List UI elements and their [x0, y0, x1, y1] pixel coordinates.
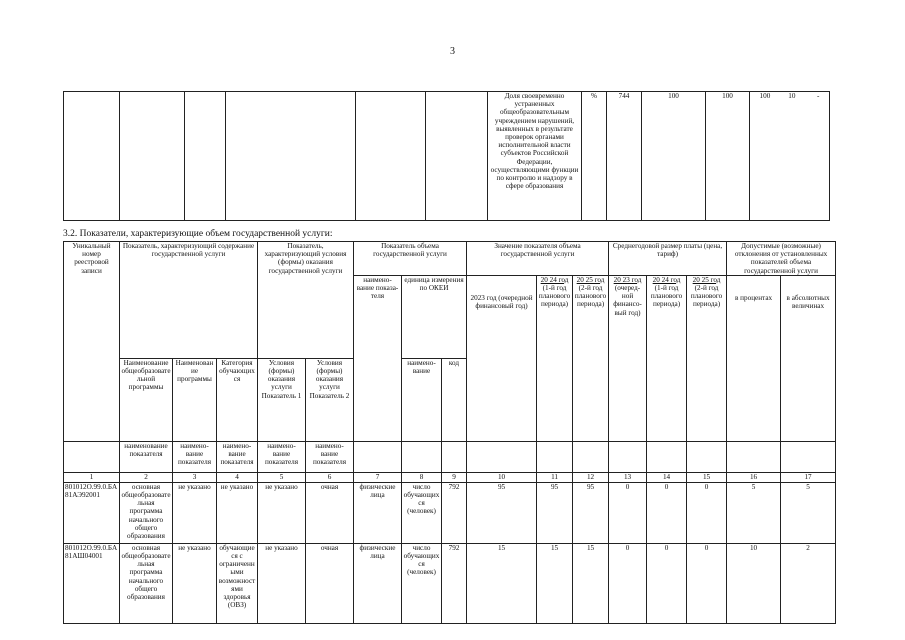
cell-program: основная общеобразовательная программа начального общего образования: [120, 543, 173, 623]
cell-id: 801012О.99.0.БА81АЭ92001: [64, 482, 120, 543]
header-sub-cond2: Условия (формы) оказания услуги Показатель 2: [306, 358, 354, 441]
year-2024-label: 20 24 год: [540, 275, 569, 284]
cell-dev-abs: 5: [781, 482, 836, 543]
header-content-indicator: Показатель, характеризующий содержание государственной услуги: [120, 242, 258, 359]
header-fee-2025: [687, 275, 727, 441]
cell-v2025: 15: [573, 543, 609, 623]
year-2024-period: (1-й год планового периода): [538, 284, 571, 309]
fee-2025-label: 20 25 год: [692, 275, 721, 284]
cell-f2024: 0: [647, 482, 687, 543]
cell-id: 801012О.99.0.БА81АШ04001: [64, 543, 120, 623]
fee-2024-label: 20 24 год: [652, 275, 681, 284]
header-indicator-name: наимено-вание показа-теля: [354, 275, 402, 441]
column-number: 15: [687, 472, 727, 482]
header-unit-code: код: [442, 358, 467, 441]
value-cell: 100: [706, 92, 750, 221]
header-unique-number: Уникальный номер реестровой записи: [64, 242, 120, 442]
header-naming: наимено-вание показателя: [306, 441, 354, 472]
value-cell: [750, 92, 830, 221]
column-number: 13: [609, 472, 647, 482]
empty-cell: [64, 441, 120, 472]
volume-table: [63, 241, 836, 624]
header-naming: наимено-вание показателя: [258, 441, 306, 472]
fee-2024-period: (1-й год планового периода): [650, 284, 683, 309]
table-row: [64, 543, 836, 623]
cell-f2023: 0: [609, 543, 647, 623]
column-number: 2: [120, 472, 173, 482]
column-number: 16: [727, 472, 781, 482]
cell-v2023: 95: [467, 482, 537, 543]
header-year-2025: [573, 275, 609, 441]
header-sub-category: Категория обучающихся: [217, 358, 258, 441]
empty-cell: [647, 441, 687, 472]
header-in-absolute: в абсолютных величинах: [781, 275, 836, 441]
column-number: 11: [537, 472, 573, 482]
cell-name: не указано: [173, 482, 217, 543]
empty-cell: [727, 441, 781, 472]
cell-category: обучающиеся с ограниченными возможностями здоровья (ОВЗ): [217, 543, 258, 623]
cell-cond2: очная: [306, 482, 354, 543]
cell-unit-code: 792: [442, 543, 467, 623]
empty-cell: [442, 441, 467, 472]
empty-cell: [226, 92, 356, 221]
column-number: 3: [173, 472, 217, 482]
header-volume-value: Значение показателя объема государственной услуги: [467, 242, 609, 276]
header-naming: наименование показателя: [120, 441, 173, 472]
column-number: 6: [306, 472, 354, 482]
header-sub-program: Наименование общеобразовательной программы: [120, 358, 173, 441]
header-deviation: Допустимые (возможные) отклонения от установленных показателей объема государственной услуги: [727, 242, 836, 276]
unit-cell: %: [582, 92, 607, 221]
header-conditions-indicator: Показатель, характеризующий условия (формы) оказания государственной услуги: [258, 242, 354, 359]
cell-dev-abs: 2: [781, 543, 836, 623]
header-fee-2024: [647, 275, 687, 441]
column-number: 14: [647, 472, 687, 482]
cell-v2024: 15: [537, 543, 573, 623]
header-year-2023: 2023 год (очередной финансовый год): [467, 275, 537, 441]
cell-cond1: не указано: [258, 543, 306, 623]
fee-2025-period: (2-й год планового периода): [690, 284, 723, 309]
cell-category: не указано: [217, 482, 258, 543]
value-v3: 100: [759, 92, 771, 100]
fee-2023-period: (очеред-ной финансо-вый год): [613, 284, 642, 317]
cell-f2023: 0: [609, 482, 647, 543]
column-number: 5: [258, 472, 306, 482]
column-number: 9: [442, 472, 467, 482]
code-cell: 744: [607, 92, 642, 221]
header-in-percent: в процентах: [727, 275, 781, 441]
header-naming: наимено-вание показателя: [173, 441, 217, 472]
column-number: 17: [781, 472, 836, 482]
header-avg-fee: Среднегодовой размер платы (цена, тариф): [609, 242, 727, 276]
cell-dev-pct: 10: [727, 543, 781, 623]
column-number: 10: [467, 472, 537, 482]
value-v5: -: [817, 92, 820, 100]
header-volume-indicator: Показатель объема государственной услуги: [354, 242, 467, 276]
value-v4: 10: [788, 92, 796, 100]
cell-v2024: 95: [537, 482, 573, 543]
empty-cell: [537, 441, 573, 472]
cell-unit-name: число обучающихся (человек): [402, 543, 442, 623]
cell-indicator: физические лица: [354, 482, 402, 543]
cell-v2023: 15: [467, 543, 537, 623]
cell-f2024: 0: [647, 543, 687, 623]
empty-cell: [64, 92, 120, 221]
quality-indicator-name: Доля своевременно устраненных общеобразовательным учреждением нарушений, выявленных в результате проверок органами исполнительной власти субъектов Российской Федерации, осуществляющими функции по контролю и надзору в сфере образования: [488, 92, 582, 221]
cell-v2025: 95: [573, 482, 609, 543]
column-number: 7: [354, 472, 402, 482]
cell-unit-code: 792: [442, 482, 467, 543]
cell-f2025: 0: [687, 543, 727, 623]
empty-cell: [609, 441, 647, 472]
empty-cell: [426, 92, 488, 221]
empty-cell: [356, 92, 426, 221]
cell-name: не указано: [173, 543, 217, 623]
cell-f2025: 0: [687, 482, 727, 543]
empty-cell: [402, 441, 442, 472]
header-sub-cond1: Условия (формы) оказания услуги Показатель 1: [258, 358, 306, 441]
header-year-2024: [537, 275, 573, 441]
fee-2023-label: 20 23 год: [613, 275, 642, 284]
empty-cell: [185, 92, 226, 221]
column-number: 12: [573, 472, 609, 482]
header-naming: наимено-вание показателя: [217, 441, 258, 472]
year-2025-label: 20 25 год: [576, 275, 605, 284]
cell-cond2: очная: [306, 543, 354, 623]
cell-indicator: физические лица: [354, 543, 402, 623]
column-number: 1: [64, 472, 120, 482]
header-unit-okei: единица измерения по ОКЕИ: [402, 275, 467, 358]
cell-cond1: не указано: [258, 482, 306, 543]
empty-cell: [687, 441, 727, 472]
header-fee-2023: [609, 275, 647, 441]
table-row: [64, 482, 836, 543]
header-sub-name: Наименование программы: [173, 358, 217, 441]
value-cell: 100: [642, 92, 706, 221]
section-title: 3.2. Показатели, характеризующие объем государственной услуги:: [63, 229, 333, 239]
empty-cell: [120, 92, 185, 221]
cell-unit-name: число обучающихся (человек): [402, 482, 442, 543]
column-number: 4: [217, 472, 258, 482]
column-number-row: [64, 472, 836, 482]
column-number: 8: [402, 472, 442, 482]
empty-cell: [781, 441, 836, 472]
empty-cell: [354, 441, 402, 472]
cell-program: основная общеобразовательная программа начального общего образования: [120, 482, 173, 543]
cell-dev-pct: 5: [727, 482, 781, 543]
empty-cell: [467, 441, 537, 472]
continuation-table: [63, 91, 830, 221]
header-unit-name: наимено-вание: [402, 358, 442, 441]
empty-cell: [573, 441, 609, 472]
year-2025-period: (2-й год планового периода): [574, 284, 607, 309]
page-number: 3: [450, 46, 455, 57]
